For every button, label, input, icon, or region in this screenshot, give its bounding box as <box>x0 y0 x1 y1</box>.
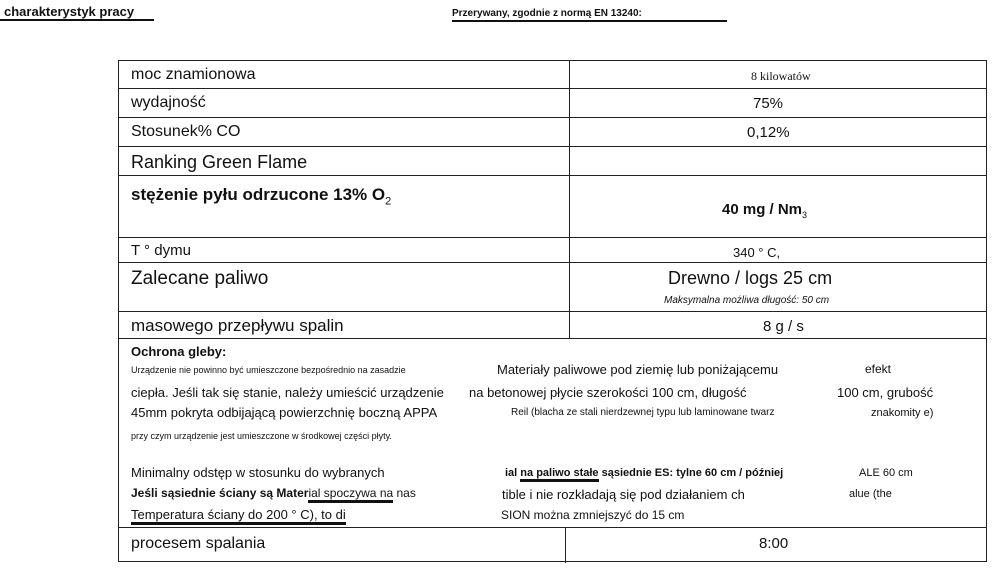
clearance-text-line: tible i nie rozkładają się pod działaniem ch <box>502 487 745 502</box>
row-divider <box>119 338 986 339</box>
column-divider <box>565 527 566 563</box>
clearance-text-line: SION można zmniejszyć do 15 cm <box>501 508 685 522</box>
efficiency-label: wydajność <box>131 94 206 111</box>
row-divider <box>119 175 986 176</box>
fuel-note: Maksymalna możliwa długość: 50 cm <box>664 295 830 306</box>
dust-value: 40 mg / $Nm_3$ <box>722 201 808 220</box>
row-divider <box>119 88 986 89</box>
clearance-text-line: Jeśli sąsiednie ściany są Material spoczywa na nas <box>131 486 416 500</box>
rated-power-label: moc znamionowa <box>131 66 256 83</box>
mass-flow-label: masowego przepływu spalin <box>131 316 344 335</box>
spec-table <box>118 60 987 562</box>
soil-text-line: przy czym urządzenie jest umieszczone w środkowej części płyty. <box>131 431 392 441</box>
clearance-text-line: ALE 60 cm <box>859 467 913 479</box>
row-divider <box>119 146 986 147</box>
co-ratio-value: 0,12% <box>747 124 790 141</box>
co-ratio-label: Stosunek% CO <box>131 123 241 140</box>
soil-text-line: na betonowej płycie szerokości 100 cm, długość <box>469 385 747 400</box>
header-left-title: charakterystyk pracy <box>4 4 135 19</box>
column-divider <box>569 61 570 339</box>
flue-temp-value: 340 ° C, <box>733 245 781 260</box>
ranking-label: Ranking Green Flame <box>131 152 308 172</box>
soil-text-line: 100 cm, grubość <box>837 385 934 400</box>
mass-flow-value: 8 g / s <box>763 318 804 335</box>
fuel-label: Zalecane paliwo <box>131 268 269 289</box>
soil-text-line: efekt <box>865 362 892 376</box>
rated-power-value: 8 kilowatów <box>751 69 811 83</box>
clearance-text-line: ial na paliwo stałe sąsiednie ES: tylne 60 cm / później <box>505 467 783 479</box>
efficiency-value: 75% <box>753 95 784 112</box>
soil-text-line: Urządzenie nie powinno być umieszczone bezpośrednio na zasadzie <box>131 365 406 375</box>
soil-text-line: znakomity e) <box>871 407 934 419</box>
soil-protection-title: Ochrona gleby: <box>131 344 227 359</box>
flue-temp-label: T ° dymu <box>131 242 191 259</box>
row-divider <box>119 311 986 312</box>
dust-label: stężenie pyłu odrzucone 13% $O_2$ <box>131 185 392 208</box>
soil-text-line: Reil (blacha ze stali nierdzewnej typu lub laminowane twarz <box>511 407 775 418</box>
row-divider <box>119 237 986 238</box>
combustion-process-label: procesem spalania <box>131 535 266 552</box>
clearance-text-line: Temperatura ściany do 200 ° C), to di <box>131 507 346 522</box>
row-divider <box>119 527 986 528</box>
header-right-title: Przerywany, zgodnie z normą EN 13240: <box>452 8 642 19</box>
soil-text-line: ciepła. Jeśli tak się stanie, należy umieścić urządzenie <box>131 385 444 400</box>
row-divider <box>119 262 986 263</box>
soil-text-line: 45mm pokryta odbijającą powierzchnię boczną APPA <box>131 405 438 420</box>
soil-text-line: Materiały paliwowe pod ziemię lub poniżającemu <box>497 362 779 377</box>
header-right-underline <box>452 20 727 22</box>
combustion-process-value: 8:00 <box>759 535 789 552</box>
clearance-text-line: Minimalny odstęp w stosunku do wybranych <box>131 465 385 480</box>
row-divider <box>119 117 986 118</box>
header-left-underline <box>0 19 154 21</box>
fuel-value: Drewno / logs 25 cm <box>668 268 833 288</box>
clearance-text-line: alue (the <box>849 488 892 500</box>
